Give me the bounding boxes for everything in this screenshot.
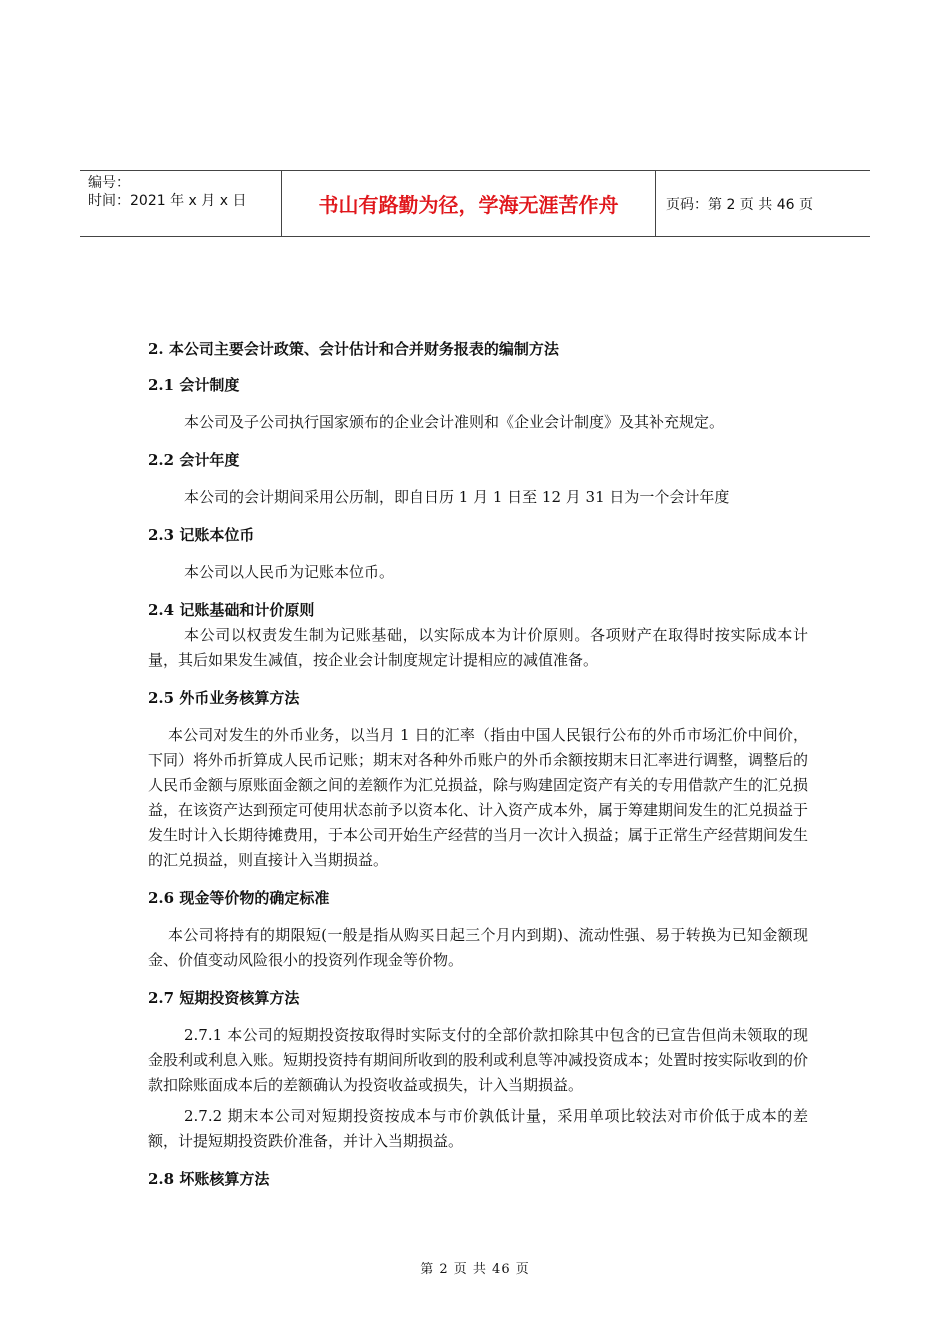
paragraph: 2.7.2 期末本公司对短期投资按成本与市价孰低计量，采用单项比较法对市价低于成本的差额，计提短期投资跌价准备，并计入当期损益。	[148, 1107, 808, 1150]
paragraph: 本公司以权责发生制为记账基础，以实际成本为计价原则。各项财产在取得时按实际成本计量，其后如果发生减值，按企业会计制度规定计提相应的减值准备。	[148, 626, 808, 669]
page-footer: 第 2 页 共 46 页	[420, 1262, 530, 1277]
section-title: 2.7 短期投资核算方法	[148, 989, 300, 1007]
time-label: 时间：2021 年 x 月 x 日	[88, 193, 247, 209]
header-motto: 书山有路勤为径，学海无涯苦作舟	[282, 171, 656, 236]
section-title: 2.8 坏账核算方法	[148, 1170, 270, 1188]
section-title: 2.6 现金等价物的确定标准	[148, 889, 330, 907]
header-meta	[80, 171, 282, 236]
paragraph: 本公司的会计期间采用公历制，即自日历 1 月 1 日至 12 月 31 日为一个会计年度	[184, 488, 730, 506]
paragraph: 本公司对发生的外币业务，以当月 1 日的汇率（指由中国人民银行公布的外币市场汇价中间价，下同）将外币折算成人民币记账；期末对各种外币账户的外币余额按期末日汇率进行调整，调整后的人民币金额与原账面金额之间的差额作为汇兑损益，除与购建固定资产有关的专用借款产生的汇兑损益，在该资产达到预定可使用状态前予以资本化、计入资产成本外，属于筹建期间发生的汇兑损益于发生时计入长期待摊费用，于本公司开始生产经营的当月一次计入损益；属于正常生产经营期间发生的汇兑损益，则直接计入当期损益。	[148, 726, 809, 869]
header-page-info: 页码：第 2 页 共 46 页	[666, 196, 813, 213]
section-title: 2.1 会计制度	[148, 376, 240, 394]
section-title: 2.3 记账本位币	[148, 526, 255, 544]
document-body	[148, 338, 808, 1204]
section-title: 2.5 外币业务核算方法	[148, 689, 300, 707]
paragraph: 2.7.1 本公司的短期投资按取得时实际支付的全部价款扣除其中包含的已宣告但尚未领取的现金股利或利息入账。短期投资持有期间所收到的股利或利息等冲减投资成本；处置时按实际收到的价款扣除账面成本后的差额确认为投资收益或损失，计入当期损益。	[148, 1026, 809, 1094]
document-header	[80, 170, 870, 237]
paragraph: 本公司以人民币为记账本位币。	[184, 563, 395, 581]
number-label: 编号：	[88, 175, 130, 191]
paragraph: 本公司及子公司执行国家颁布的企业会计准则和《企业会计制度》及其补充规定。	[184, 413, 725, 431]
section-title: 2.4 记账基础和计价原则	[148, 601, 315, 619]
section-title: 2.2 会计年度	[148, 451, 240, 469]
paragraph: 本公司将持有的期限短(一般是指从购买日起三个月内到期)、流动性强、易于转换为已知金额现金、价值变动风险很小的投资列作现金等价物。	[148, 926, 808, 969]
section-title: 2. 本公司主要会计政策、会计估计和合并财务报表的编制方法	[148, 340, 559, 358]
